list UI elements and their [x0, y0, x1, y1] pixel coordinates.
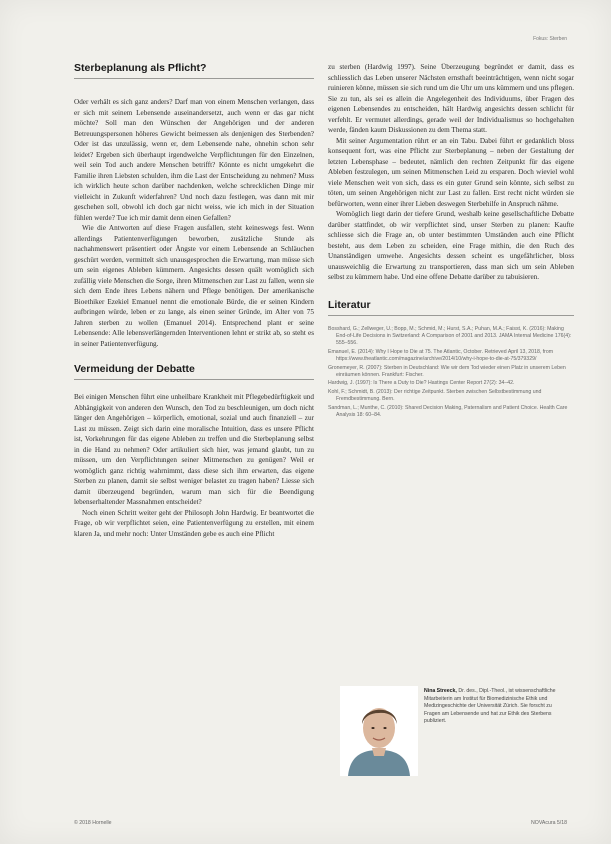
- section-body-sterbeplanung: [74, 97, 314, 349]
- heading-rule: [328, 315, 574, 316]
- right-column: [328, 62, 574, 421]
- footer-issue: NOVAcura 5/18: [531, 820, 567, 826]
- reference-item: Hardwig, J. (1997): Is There a Duty to Die? Hastings Center Report 27(2): 34–42.: [328, 380, 515, 387]
- reference-item: Emanuel, E. (2014): Why I Hope to Die at 75. The Atlantic, October. Retrieved April 13, 2018, from https://www.theatlantic.com/magazine/archive/2014/10/why-i-hope-to-die-at-75/379329/: [328, 348, 554, 362]
- author-portrait-icon: [340, 686, 418, 776]
- reference-item: Bosshard, G.; Zellweger, U.; Bopp, M.; Schmid, M.; Hurst, S.A.; Puhan, M.A.; Faisst, K. (2016): Making End-of-Life Decisions in Switzerland: A Comparison of 2001 and 2013. JAMA Internal Medicine 176(4): 555–556.: [328, 325, 572, 346]
- paragraph: Wie die Antworten auf diese Fragen ausfallen, steht keineswegs fest. Wenn allerdings Patientenverfügungen beworben, zusätzliche Stunde als nachahmenswert präsentiert oder Ängste vor einem Lebensende an Schläuchen geschürt werden, vermittelt sich unausgesprochen die Erwartung, man müsse sich um sein eigenes Ableben kümmern. Angesichts dessen quält womöglich sich zufällig viele Menschen die Sorge, ihren Mitmenschen zur Last zu fallen, wenn sie sich dem Ende ihres Lebens nähern und Pflege benötigen. Der amerikanische Bioethiker Ezekiel Emanuel nennt die emotionale Bürde, die er seinen Kindern aufbringen würde, leben er zu lange, als einen seiner Gründe, im Alter von 75 Jahren sterben zu wollen (Emanuel 2014). Entsprechend plant er seine Lebensende: Alle lebensverlängernden Interventionen lehnt er strikt ab, so steht es in seiner Patientenverfügung.: [74, 224, 314, 348]
- reference-item: Gronemeyer, R. (2007): Sterben in Deutschland: Wie wir dem Tod wieder einen Platz in unserem Leben einräumen können. Frankfurt: Fischer.: [328, 364, 566, 378]
- heading-rule: [74, 379, 314, 380]
- paragraph: Noch einen Schritt weiter geht der Philosoph John Hardwig. Er beantwortet die Frage, ob wir verpflichtet seien, eine Patientenverfügung zu erstellen, mit einem klaren Ja, und mehr noch: Unter Umständen gebe es auch eine Pflicht: [74, 508, 314, 538]
- author-bio: [424, 688, 560, 726]
- paragraph: Bei einigen Menschen führt eine unheilbare Krankheit mit Pflegebedürftigkeit und Abhängigkeit von anderen den Wunsch, den Tod zu beschleunigen, um doch nicht länger den Angehörigen – körperlich, emotional, sozial und auch finanziell – zur Last zu müssen. Zeigt sich darin eine moralische Intuition, dass es unsere Pflicht ist, Vorkehrungen für das eigene Ableben zu treffen und die Sterbeplanung selbst in die Hand zu nehmen? Oder artikuliert sich hier, was jemand glaubt, tun zu müssen, um den Verpflichtungen seiner Mitmenschen zu genügen? Weil er womöglich ganz richtig wahrnimmt, dass diese sich ihm erwarten, das eigene Sterben zu planen, damit sie selbst weniger belastet zu tragen haben? Liesse sich damit überzeugend begründen, warum man sich für die Beendigung lebenserhaltender Massnahmen entscheidet?: [74, 393, 314, 506]
- section-body-vermeidung: [74, 392, 314, 539]
- left-column: [74, 62, 314, 539]
- paragraph: Womöglich liegt darin der tiefere Grund, weshalb keine gesellschaftliche Debatte darüber stattfindet, ob wir verpflichtet sind, unser Sterben zu planen: Kaufte schliesse sich die Frage an, ob unter bestimmten Umständen auch eine Pflicht besteht, aus dem Leben zu scheiden, eine Frage mithin, die den Ruch des Unanständigen umwehe. Angesichts dessen scheint es ungefährlicher, bloss unausweichlig die Erwartung zu transportieren, dass man sich um sein Ableben selbst zu kümmern habe. Und eine offene Debatte darüber zu tabuisieren.: [328, 210, 574, 281]
- section-heading-vermeidung: Vermeidung der Debatte: [74, 363, 195, 375]
- footer-copyright: © 2018 Hornelle: [74, 820, 112, 826]
- literature-heading: Literatur: [328, 298, 371, 311]
- paragraph: Mit seiner Argumentation rührt er an ein Tabu. Dabei führt er gedanklich bloss konsequent fort, was eine Pflicht zur Sterbeplanung – neben der Gestaltung der letzten Lebensphase – bedeutet, nämlich den rechten Zeitpunkt für das eigene Ableben festzulegen, um seinen Mitmenschen Leid zu ersparen. Doch wieviel wohl viele Menschen weit von sich, dass es ein guter Grund sein könnte, sich selbst zu töten, um seinen Angehörigen nicht zur Last zu fallen. Erst recht nicht würden sie befürworten, wenn einer ihrer Lieben deswegen Sterbehilfe in Anspruch nähme.: [328, 136, 574, 208]
- paragraph: Oder verhält es sich ganz anders? Darf man von einem Menschen verlangen, dass er sich mit seinem Lebensende auseinandersetzt, auch wenn er das gar nicht möchte? Soll man den Wünschen der Angehörigen und der anderen Betreuungspersonen höheres Gewicht beimessen als denjenigen des Sterbenden? Oder ist das unzulässig, wenn er, dem Lebensende nahe, ohnehin schon sehr leidet? Ergeben sich überhaupt irgendwelche Verpflichtungen für den Einzelnen, weil sein Tod auch andere Menschen betrifft? Könnte es nicht umgekehrt die Familie ihren Liebsten schulden, ihm die Last der Entscheidung zu nehmen? Muss ich wirklich heute schon darüber nachdenken, welche schrecklichen Dinge mir vielleicht in Zukunft widerfahren? Und noch dazu festlegen, was dann mit mir geschehen soll, obwohl ich doch gar nicht weiss, wie ich mich in der Situation fühlen werde? Tue ich mir damit denn einen Gefallen?: [74, 98, 314, 222]
- reference-item: Sandman, L.; Munthe, C. (2010): Shared Decision Making, Paternalism and Patient Choice. Health Care Analysis 18: 60–84.: [328, 405, 568, 419]
- author-name: Nina Streeck,: [424, 688, 457, 694]
- author-photo: [340, 686, 418, 776]
- continued-body: [328, 62, 574, 283]
- reference-item: Kohl, F.; Schmidt, B. (2013): Der richtige Zeitpunkt. Sterben zwischen Selbstbestimmung und Fremdbestimmung. Bern.: [328, 389, 542, 403]
- paragraph: zu sterben (Hardwig 1997). Seine Überzeugung begründet er damit, dass es schliesslich das Leben unserer Nächsten ernsthaft beeinträchtigen, wenn nicht sogar ruinieren könne, müssen sie sich rund um die Uhr um uns kümmern und uns pflegen. Sie zu tun, als sei es allein die Angelegenheit des Individuums, über Fragen des eigenen Lebensendes zu entscheiden, hält Hardwig angesichts dessen schlicht für verfehlt. Er vermutet allerdings, gerade weil der Individualismus so hochgehalten werde, fänden kaum Diskussionen zu dem Thema statt.: [328, 63, 574, 134]
- reference-list: [328, 326, 574, 420]
- running-head: Fokus: Sterben: [533, 36, 567, 42]
- author-box: [340, 686, 576, 796]
- author-description: Dr. des., Dipl.-Theol., ist wissenschaftliche Mitarbeiterin am Institut für Biomedizinische Ethik und Medizingeschichte der Universität Zürich. Sie forscht zu Fragen am Lebensende und hat zur Ethik des Sterbens publiziert.: [424, 688, 556, 724]
- heading-rule: [74, 78, 314, 79]
- section-heading-sterbeplanung: Sterbeplanung als Pflicht?: [74, 62, 207, 74]
